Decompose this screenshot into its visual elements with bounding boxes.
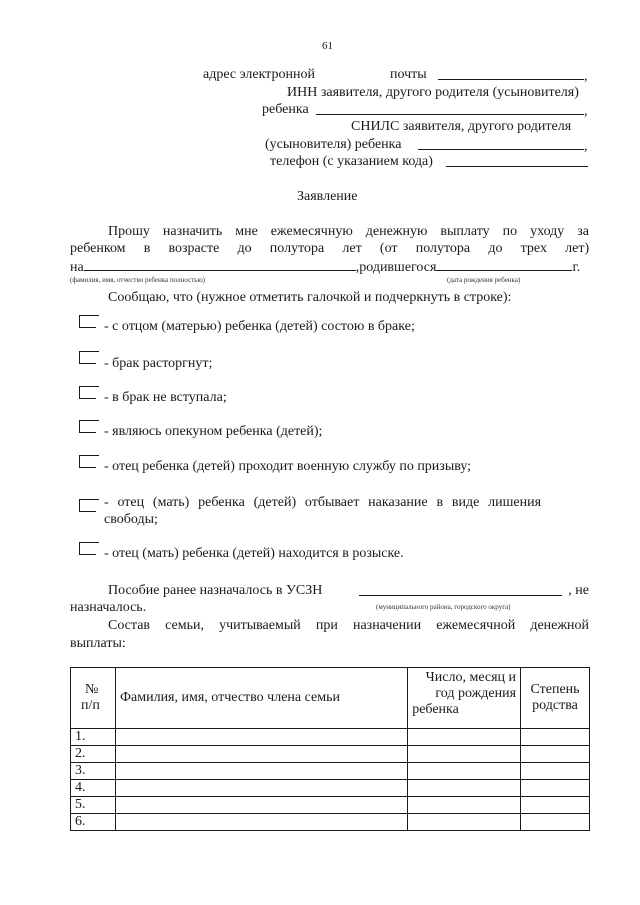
- request-line-3: [70, 258, 580, 276]
- row-birthdate-cell[interactable]: [408, 814, 521, 831]
- row-birthdate-cell[interactable]: [408, 729, 521, 746]
- row-birthdate-cell[interactable]: [408, 797, 521, 814]
- row-number: 4.: [71, 780, 116, 797]
- option-label-6-line-2: свободы;: [104, 512, 158, 527]
- row-name-cell[interactable]: [115, 763, 407, 780]
- row-name-cell[interactable]: [115, 797, 407, 814]
- row-name-cell[interactable]: [115, 814, 407, 831]
- header-number: № п/п: [71, 668, 116, 729]
- option-label-7: - отец (мать) ребенка (детей) находится в розыске.: [104, 546, 404, 561]
- hint-child-birthdate: (дата рождения ребенка): [447, 276, 521, 284]
- row-relation-cell[interactable]: [521, 814, 590, 831]
- table-row: [71, 763, 590, 780]
- option-checkbox-1[interactable]: [79, 315, 96, 328]
- option-label-2: - брак расторгнут;: [104, 356, 213, 371]
- table-row: [71, 746, 590, 763]
- child-name-field[interactable]: [84, 258, 356, 271]
- option-checkbox-6[interactable]: [79, 499, 96, 512]
- row-relation-cell[interactable]: [521, 780, 590, 797]
- hint-child-name: (фамилия, имя, отчество ребенка полностью): [70, 276, 206, 284]
- option-checkbox-5[interactable]: [79, 455, 96, 468]
- uszn-field[interactable]: [359, 583, 562, 601]
- row-name-cell[interactable]: [115, 729, 407, 746]
- option-label-4: - являюсь опекуном ребенка (детей);: [104, 424, 323, 439]
- request-line-2: ребенком в возрасте до полутора лет (от полутора до трех лет): [70, 241, 590, 256]
- born-label: ,родившегося: [355, 260, 437, 275]
- inn-line: ИНН заявителя, другого родителя (усыновителя): [287, 85, 579, 100]
- inform-line: Сообщаю, что (нужное отметить галочкой и подчеркнуть в строке):: [108, 290, 512, 305]
- child-birthdate-field[interactable]: [436, 258, 572, 271]
- hint-uszn: (муниципального района, городского округа): [376, 603, 511, 611]
- phone-field[interactable]: [446, 154, 588, 172]
- snils-line: СНИЛС заявителя, другого родителя: [351, 119, 572, 134]
- benefit-prefix: Пособие ранее назначалось в УСЗН: [108, 583, 323, 598]
- row-number: 6.: [71, 814, 116, 831]
- table-row: [71, 814, 590, 831]
- benefit-suffix: , не: [568, 583, 589, 598]
- snils-child-field[interactable]: ,: [418, 137, 588, 155]
- row-number: 3.: [71, 763, 116, 780]
- row-relation-cell[interactable]: [521, 763, 590, 780]
- email-label-part2: почты: [390, 67, 427, 82]
- row-name-cell[interactable]: [115, 780, 407, 797]
- email-field[interactable]: ,: [438, 67, 588, 85]
- family-table: [70, 667, 590, 831]
- row-relation-cell[interactable]: [521, 729, 590, 746]
- document-title: Заявление: [297, 189, 358, 204]
- email-label-part1: адрес электронной: [203, 67, 315, 82]
- row-number: 1.: [71, 729, 116, 746]
- table-row: [71, 729, 590, 746]
- option-checkbox-3[interactable]: [79, 386, 96, 399]
- option-label-6-line-1: - отец (мать) ребенка (детей) отбывает наказание в виде лишения: [104, 495, 542, 510]
- header-full-name: Фамилия, имя, отчество члена семьи: [115, 668, 407, 729]
- option-checkbox-7[interactable]: [79, 542, 96, 555]
- option-label-1: - с отцом (матерью) ребенка (детей) состою в браке;: [104, 319, 415, 334]
- row-name-cell[interactable]: [115, 746, 407, 763]
- na-label: на: [70, 260, 84, 275]
- table-row: [71, 780, 590, 797]
- year-suffix: г.: [572, 260, 581, 275]
- inn-child-field[interactable]: ,: [316, 102, 588, 120]
- row-relation-cell[interactable]: [521, 746, 590, 763]
- row-birthdate-cell[interactable]: [408, 746, 521, 763]
- option-label-3: - в брак не вступала;: [104, 390, 227, 405]
- row-birthdate-cell[interactable]: [408, 780, 521, 797]
- row-number: 5.: [71, 797, 116, 814]
- option-checkbox-4[interactable]: [79, 420, 96, 433]
- family-line-1: Состав семьи, учитываемый при назначении ежемесячной денежной: [108, 618, 590, 633]
- option-checkbox-2[interactable]: [79, 351, 96, 364]
- table-row: [71, 797, 590, 814]
- row-birthdate-cell[interactable]: [408, 763, 521, 780]
- request-line-1: Прошу назначить мне ежемесячную денежную выплату по уходу за: [108, 224, 590, 239]
- header-relation: Степень родства: [521, 668, 590, 729]
- header-birthdate: Число, месяц и год рождения ребенка: [408, 668, 521, 729]
- email-label: [203, 67, 315, 83]
- row-relation-cell[interactable]: [521, 797, 590, 814]
- option-label-5: - отец ребенка (детей) проходит военную службу по призыву;: [104, 459, 472, 474]
- table-header-row: [71, 668, 590, 729]
- benefit-line-2: назначалось.: [70, 600, 147, 615]
- page-number: 61: [322, 40, 333, 52]
- snils-child-label: (усыновителя) ребенка: [265, 137, 402, 152]
- family-line-2: выплаты:: [70, 636, 126, 651]
- inn-child-label: ребенка: [262, 102, 309, 117]
- benefit-line-1: [108, 583, 322, 599]
- row-number: 2.: [71, 746, 116, 763]
- phone-label: телефон (с указанием кода): [270, 154, 433, 169]
